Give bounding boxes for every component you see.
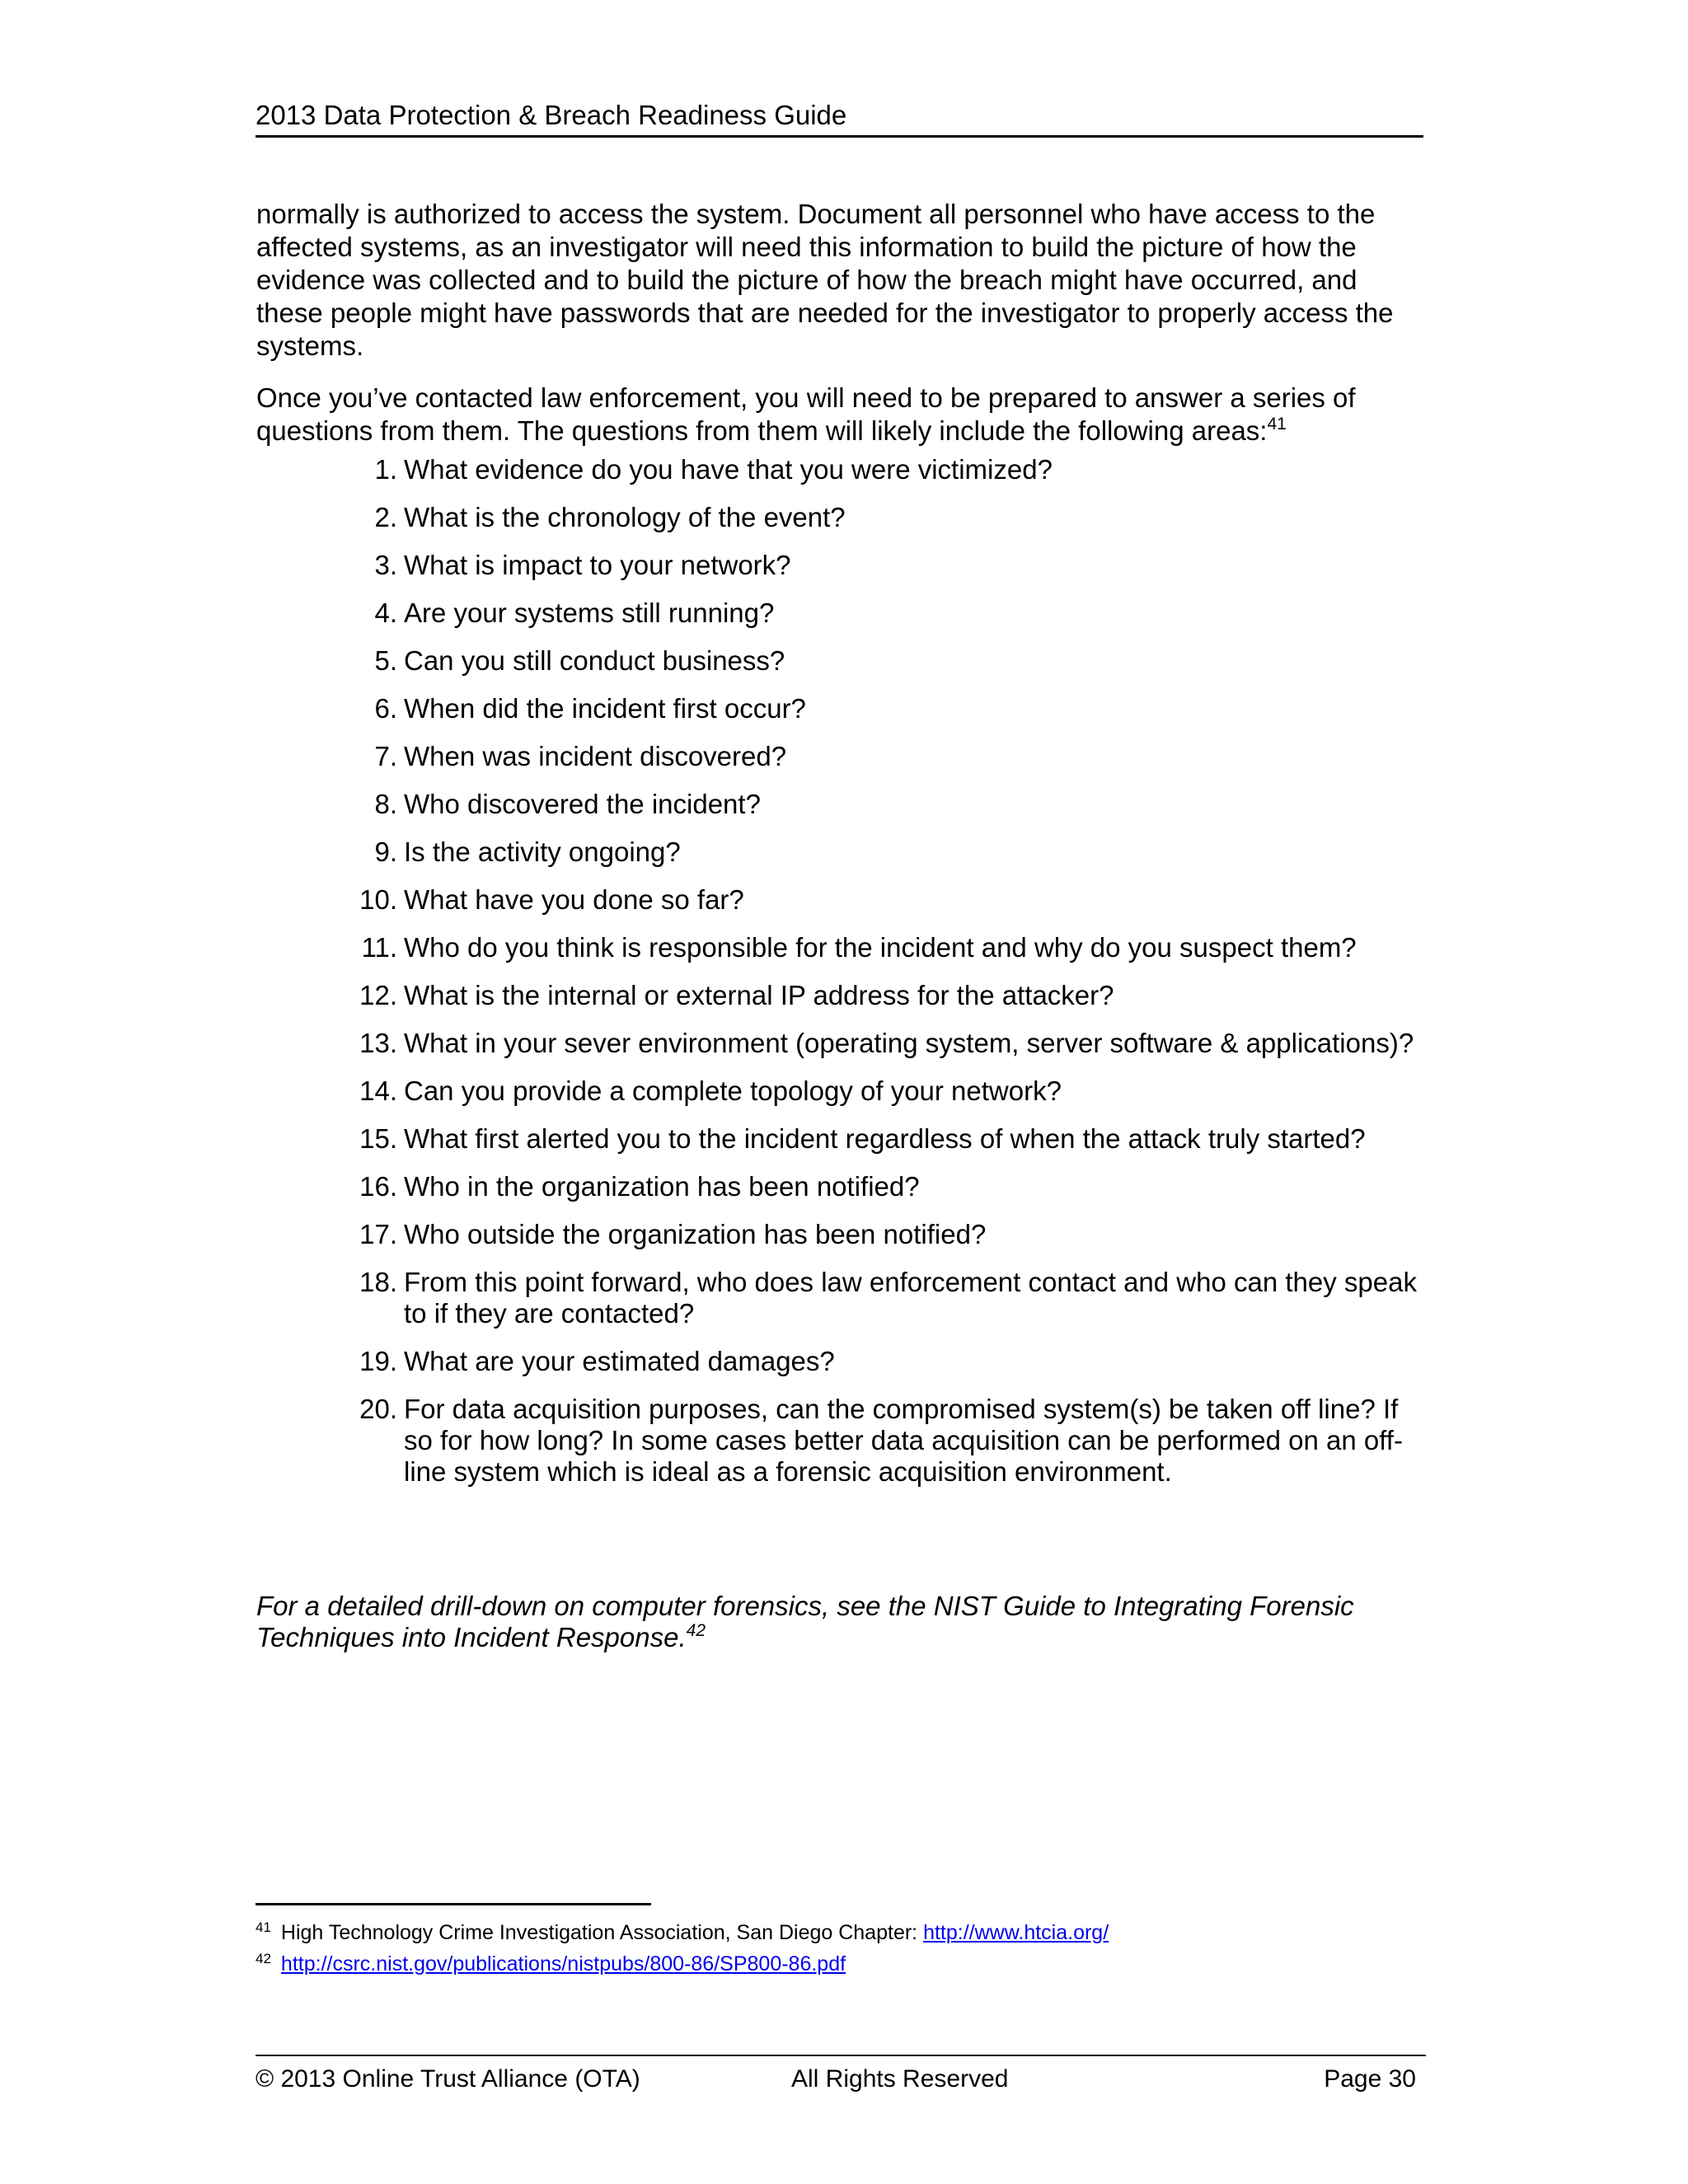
list-item <box>346 502 1434 533</box>
list-item-number: 4. <box>374 598 397 628</box>
list-item <box>346 645 1434 677</box>
list-item-number: 5. <box>374 645 397 676</box>
list-item <box>346 884 1434 916</box>
list-item-number: 10. <box>359 884 397 915</box>
header-title: 2013 Data Protection & Breach Readiness Guide <box>256 100 847 130</box>
list-item-text: What is the chronology of the event? <box>404 502 846 532</box>
list-item <box>346 1028 1434 1059</box>
list-item-number: 12. <box>359 980 397 1010</box>
list-item-text: What are your estimated damages? <box>404 1346 835 1376</box>
list-item <box>346 837 1434 868</box>
list-item <box>346 550 1434 581</box>
list-item-number: 14. <box>359 1076 397 1106</box>
page-header <box>256 94 1423 138</box>
list-item-number: 18. <box>359 1267 397 1297</box>
footnotes <box>256 1915 1426 1977</box>
list-item <box>346 789 1434 820</box>
list-item <box>346 741 1434 772</box>
list-item-number: 7. <box>374 741 397 771</box>
list-item <box>346 932 1434 963</box>
body-paragraph-1: normally is authorized to access the system. Document all personnel who have access to the affected systems, as an investigator will need this information to build the picture of how the evidence was collected and to build the picture of how the breach might have occurred, and these people might have passwords that are needed for the investigator to properly access the systems. <box>256 199 1394 361</box>
list-item <box>346 1171 1434 1202</box>
list-item-text: What in your sever environment (operating system, server software & applications)? <box>404 1028 1414 1058</box>
list-item-number: 6. <box>374 693 397 724</box>
body-paragraph-2-text: Once you’ve contacted law enforcement, you will need to be prepared to answer a series of questions from them. The questions from them will likely include the following areas: <box>256 382 1356 446</box>
list-item <box>346 980 1434 1011</box>
footnote-41 <box>256 1915 1426 1946</box>
list-item <box>346 1346 1434 1377</box>
list-item-number: 20. <box>359 1394 397 1424</box>
list-item <box>346 1267 1434 1329</box>
footer-rights: All Rights Reserved <box>791 2065 1009 2093</box>
footnote-link-nist[interactable]: http://csrc.nist.gov/publications/nistpubs/800-86/SP800-86.pdf <box>280 1952 846 1975</box>
footnote-text: High Technology Crime Investigation Association, San Diego Chapter: <box>280 1921 924 1944</box>
list-item-number: 1. <box>374 454 397 485</box>
footer-page-number: Page 30 <box>1324 2065 1416 2093</box>
list-item <box>346 454 1434 485</box>
list-item-number: 17. <box>359 1219 397 1249</box>
closing-paragraph <box>256 1591 1427 1653</box>
list-item-text: Is the activity ongoing? <box>404 837 681 867</box>
list-item-text: For data acquisition purposes, can the compromised system(s) be taken off line? If so for how long? In some cases better data acquisition can be performed on an off-line system which is ideal as a forensic acquisition environment. <box>404 1394 1403 1487</box>
list-item <box>346 1076 1434 1107</box>
list-item-text: Can you provide a complete topology of your network? <box>404 1076 1062 1106</box>
list-item <box>346 1394 1434 1488</box>
list-item <box>346 1219 1434 1250</box>
footnote-mark: 41 <box>256 1919 271 1935</box>
list-item-text: From this point forward, who does law enforcement contact and who can they speak to if they are contacted? <box>404 1267 1417 1329</box>
questions-list <box>346 454 1434 1504</box>
list-item-number: 3. <box>374 550 397 580</box>
list-item-number: 19. <box>359 1346 397 1376</box>
list-item-text: Who discovered the incident? <box>404 789 761 819</box>
list-item-number: 11. <box>361 932 397 963</box>
list-item-text: What first alerted you to the incident regardless of when the attack truly started? <box>404 1123 1366 1154</box>
footnote-42 <box>256 1946 1426 1977</box>
list-item-text: When did the incident first occur? <box>404 693 806 724</box>
list-item <box>346 1123 1434 1155</box>
list-item-number: 2. <box>374 502 397 532</box>
list-item-text: What have you done so far? <box>404 884 744 915</box>
body-paragraph-2 <box>256 382 1427 448</box>
list-item-text: What evidence do you have that you were victimized? <box>404 454 1053 485</box>
list-item-number: 16. <box>359 1171 397 1202</box>
footnote-ref-42[interactable]: 42 <box>686 1621 706 1640</box>
list-item-text: When was incident discovered? <box>404 741 787 771</box>
list-item-text: What is the internal or external IP address for the attacker? <box>404 980 1114 1010</box>
list-item-text: Can you still conduct business? <box>404 645 785 676</box>
footnote-mark: 42 <box>256 1951 271 1966</box>
footnote-link-htcia[interactable]: http://www.htcia.org/ <box>923 1921 1109 1944</box>
footer-copyright: © 2013 Online Trust Alliance (OTA) <box>256 2065 640 2093</box>
list-item-number: 15. <box>359 1123 397 1154</box>
list-item-text: Who outside the organization has been notified? <box>404 1219 987 1249</box>
list-item-number: 13. <box>359 1028 397 1058</box>
list-item <box>346 693 1434 724</box>
list-item-number: 8. <box>374 789 397 819</box>
page-footer <box>256 2055 1426 2093</box>
list-item-text: Who do you think is responsible for the incident and why do you suspect them? <box>404 932 1357 963</box>
list-item-text: Who in the organization has been notified? <box>404 1171 920 1202</box>
list-item-text: What is impact to your network? <box>404 550 791 580</box>
closing-text: For a detailed drill-down on computer forensics, see the NIST Guide to Integrating Forensic Techniques into Incident Response. <box>256 1591 1354 1652</box>
footnote-ref-41[interactable]: 41 <box>1267 415 1287 434</box>
list-item <box>346 598 1434 629</box>
footnote-separator <box>256 1903 651 1905</box>
list-item-number: 9. <box>374 837 397 867</box>
list-item-text: Are your systems still running? <box>404 598 775 628</box>
